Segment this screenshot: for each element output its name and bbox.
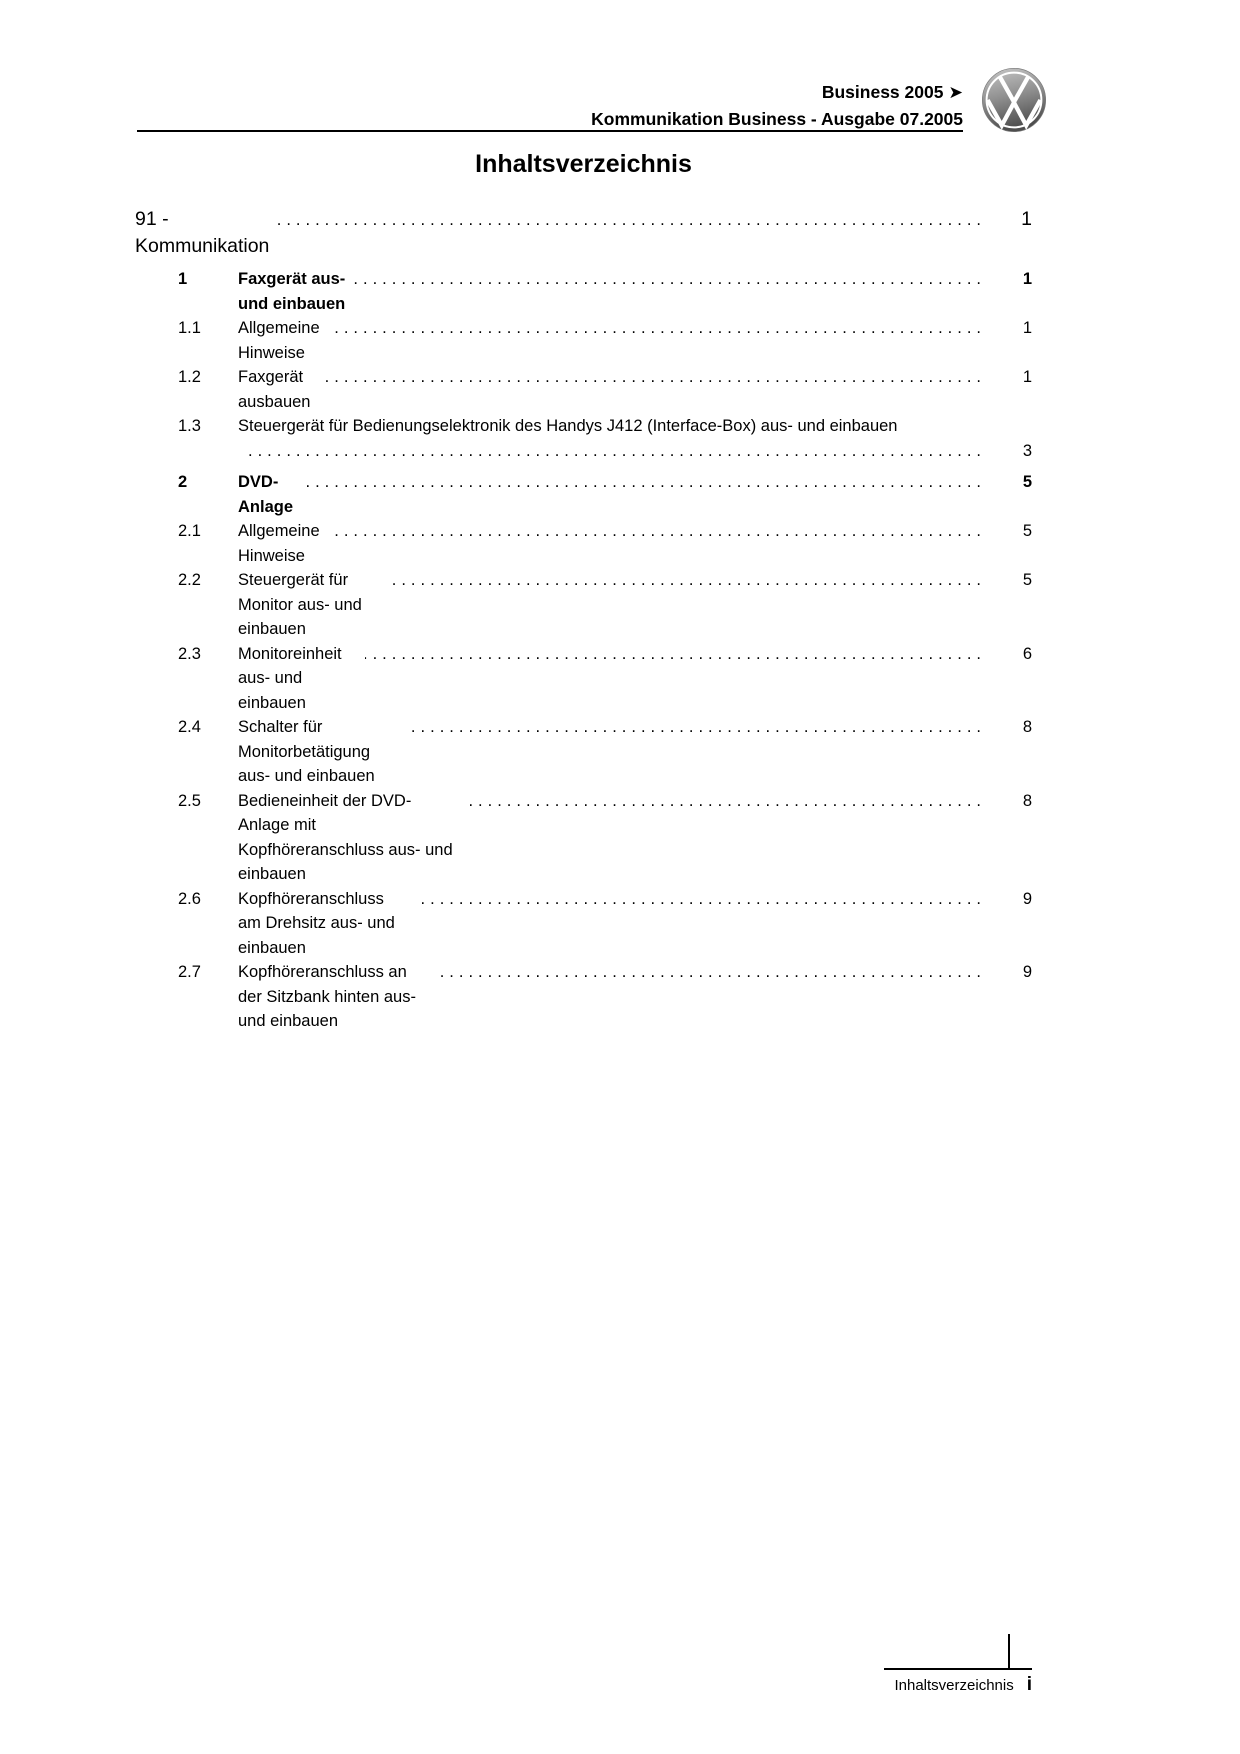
header-edition-line: Kommunikation Business - Ausgabe 07.2005 <box>591 109 963 129</box>
toc-entry-row <box>135 414 1032 439</box>
toc-entry-row <box>135 519 1032 568</box>
toc-entry-page: 1 <box>1022 368 1032 386</box>
toc-entry-page: 5 <box>1022 522 1032 540</box>
toc-entry-page: 9 <box>1022 889 1032 908</box>
vw-logo-icon <box>981 67 1047 133</box>
footer-row <box>894 1674 1032 1696</box>
toc-entry-row <box>135 267 1032 316</box>
toc-entry-number: 1.1 <box>178 319 201 337</box>
dot-leader <box>301 470 986 495</box>
toc-entry-number: 2.5 <box>178 791 201 810</box>
toc-entry-title: Faxgerät ausbauen <box>238 368 311 411</box>
toc-entry-number: 1.3 <box>178 417 201 435</box>
footer-divider <box>884 1668 1032 1670</box>
toc-entry-title: Kopfhöreranschluss am Drehsitz aus- und einbauen <box>238 889 395 957</box>
dot-leader <box>466 789 986 814</box>
toc-entry-page: 5 <box>1022 473 1032 491</box>
toc-entry-title: Kopfhöreranschluss an der Sitzbank hinten aus- und einbauen <box>238 963 416 1030</box>
toc-entry-number: 1.2 <box>178 368 201 386</box>
dot-leader <box>328 316 986 341</box>
toc-entry-row <box>135 715 1032 789</box>
toc-entry-title: Allgemeine Hinweise <box>238 319 320 362</box>
toc-entry-page: 8 <box>1022 718 1032 736</box>
toc-entry-title: Monitoreinheit aus- und einbauen <box>238 644 342 712</box>
toc-entry-number: 2 <box>178 473 188 491</box>
toc-entry-page: 1 <box>1022 319 1032 337</box>
dot-leader <box>409 715 986 740</box>
toc-entry-number: 2.2 <box>178 571 201 589</box>
table-of-contents <box>135 206 1032 1034</box>
header-model-line: Business 2005 ➤ <box>821 82 963 102</box>
toc-entry-row <box>135 642 1032 716</box>
toc-entry-page: 6 <box>1022 644 1032 663</box>
toc-entry-title: Allgemeine Hinweise <box>238 522 320 565</box>
dot-leader <box>277 207 986 234</box>
toc-entry-page: 3 <box>1022 441 1032 460</box>
dot-leader <box>415 887 986 912</box>
footer-section-label: Inhaltsverzeichnis <box>894 1677 1014 1694</box>
dot-leader <box>440 960 986 985</box>
toc-entry-title: Steuergerät für Monitor aus- und einbauen <box>238 571 362 638</box>
toc-entry-row <box>135 568 1032 642</box>
dot-leader <box>328 519 986 544</box>
toc-entry-page: 5 <box>1022 571 1032 589</box>
dot-leader <box>354 267 986 292</box>
toc-entry-row <box>135 887 1032 961</box>
toc-entry-page: 8 <box>1022 791 1032 810</box>
toc-entry-continuation-row <box>135 439 1032 464</box>
toc-entry-row <box>135 365 1032 414</box>
toc-entry-title: Steuergerät für Bedienungselektronik des Handys J412 (Interface-Box) aus- und einbauen <box>238 417 898 435</box>
toc-entry-number: 2.6 <box>178 889 201 908</box>
toc-entry-page: 1 <box>1022 270 1032 288</box>
toc-entry-row <box>135 789 1032 887</box>
toc-entry-number: 2.1 <box>178 522 201 540</box>
toc-entry-title: DVD- Anlage <box>238 473 294 516</box>
toc-entry-number: 1 <box>178 270 188 288</box>
toc-entry-row <box>135 960 1032 1034</box>
toc-entry-title: Faxgerät aus- und einbauen <box>238 270 346 313</box>
page-footer <box>884 1634 1032 1704</box>
toc-entry-row <box>135 316 1032 365</box>
footer-tick-mark <box>1008 1634 1010 1668</box>
dot-leader <box>390 568 986 593</box>
dot-leader <box>320 365 986 390</box>
footer-page-number: i <box>1026 1674 1032 1695</box>
dot-leader <box>246 439 986 464</box>
toc-entry-number: 2.7 <box>178 963 201 981</box>
toc-entry-title: Bedieneinheit der DVD-Anlage mit Kopfhöreranschluss aus- und einbauen <box>238 791 453 883</box>
dot-leader <box>365 642 986 667</box>
toc-entry-number: 2.4 <box>178 718 201 736</box>
toc-entry-number: 2.3 <box>178 644 201 663</box>
toc-chapter-page: 1 <box>1021 208 1032 230</box>
toc-entry-row <box>135 470 1032 519</box>
header-divider <box>137 130 963 132</box>
document-header <box>591 79 963 133</box>
toc-chapter-row <box>135 206 1032 260</box>
toc-entry-title: Schalter für Monitorbetätigung aus- und einbauen <box>238 718 375 785</box>
toc-entry-page: 9 <box>1022 963 1032 981</box>
toc-chapter-label: 91 - Kommunikation <box>135 208 270 257</box>
page-title: Inhaltsverzeichnis <box>475 150 692 178</box>
